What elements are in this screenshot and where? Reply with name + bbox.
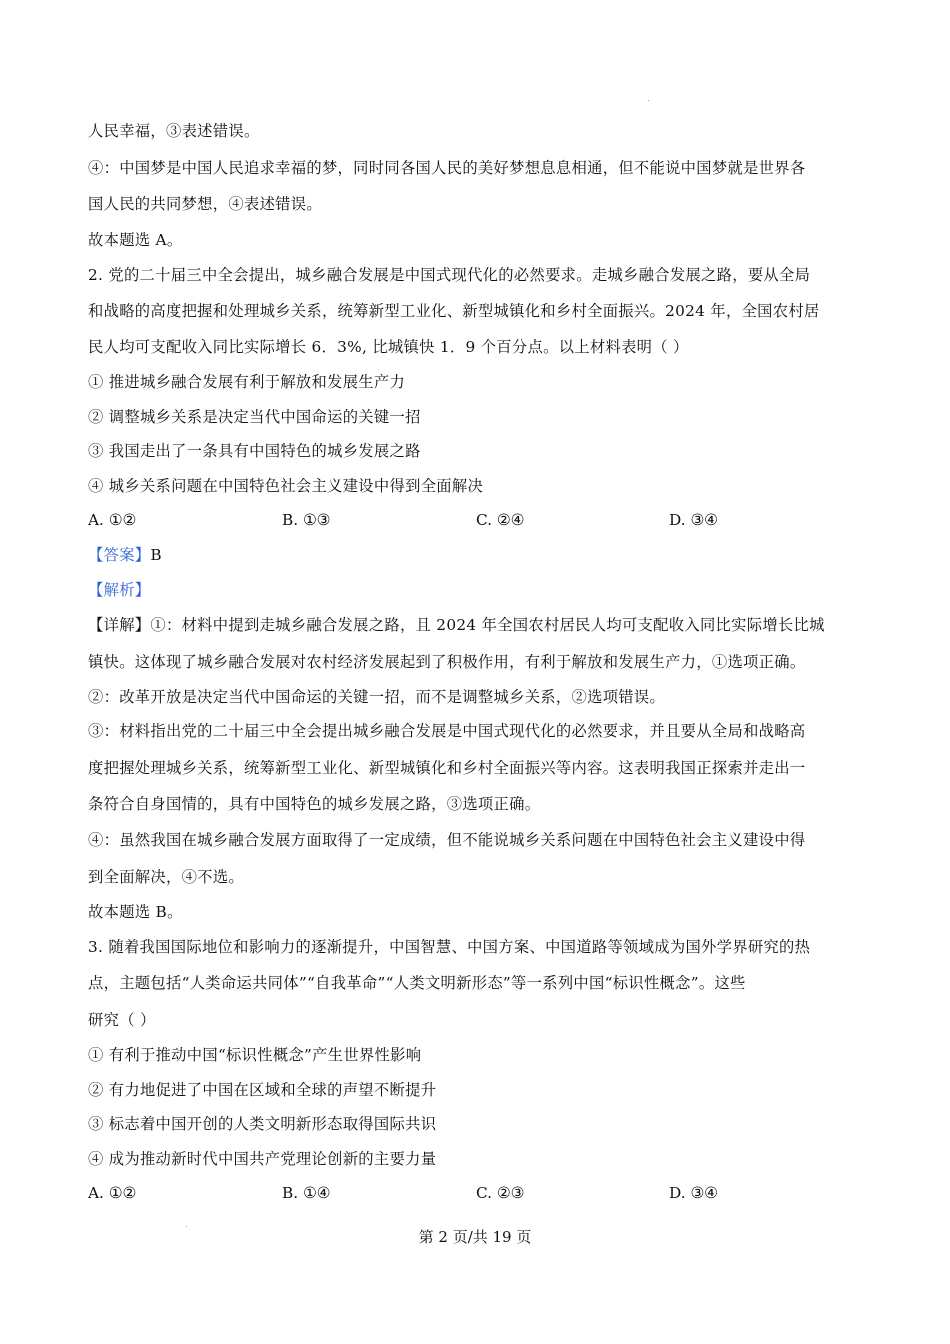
detail-line: ③：材料指出党的二十届三中全会提出城乡融合发展是中国式现代化的必然要求，并且要从全局和战略高 (88, 722, 806, 740)
text-line: ④：中国梦是中国人民追求幸福的梦，同时同各国人民的美好梦想息息相通，但不能说中国梦就是世界各 (88, 159, 806, 177)
q3-statement: ① 有利于推动中国“标识性概念”产生世界性影响 (88, 1046, 422, 1064)
detail-line: 到全面解决，④不选。 (88, 868, 244, 886)
q2-option-a: A. ①② (88, 511, 137, 529)
conclusion-line: 故本题选 A。 (88, 231, 183, 249)
q3-stem-line: 点，主题包括“人类命运共同体”“自我革命”“人类文明新形态”等一系列中国“标识性概念”。这些 (88, 974, 746, 992)
text-line: 人民幸福，③表述错误。 (88, 122, 260, 140)
answer-value: B (150, 546, 162, 564)
detail-line: ②：改革开放是决定当代中国命运的关键一招，而不是调整城乡关系，②选项错误。 (88, 688, 666, 706)
q3-stem-line: 3. 随着我国国际地位和影响力的逐渐提升，中国智慧、中国方案、中国道路等领域成为国外学界研究的热 (88, 938, 811, 956)
detail-text: ①：材料中提到走城乡融合发展之路，且 2024 年全国农村居民人均可支配收入同比实际增长比城 (150, 616, 825, 634)
detail-line (88, 615, 825, 635)
q3-statement: ② 有力地促进了中国在区域和全球的声望不断提升 (88, 1081, 437, 1099)
q3-stem-line: 研究（ ） (88, 1011, 156, 1029)
q2-statement: ④ 城乡关系问题在中国特色社会主义建设中得到全面解决 (88, 477, 484, 495)
scan-speck (648, 100, 649, 101)
text-line: 国人民的共同梦想，④表述错误。 (88, 195, 322, 213)
q2-option-c: C. ②④ (476, 511, 525, 529)
page-footer: 第 2 页/共 19 页 (418, 1228, 532, 1246)
q2-option-d: D. ③④ (669, 511, 718, 529)
detail-label: 【详解】 (88, 616, 151, 634)
detail-line: 镇快。这体现了城乡融合发展对农村经济发展起到了积极作用，有利于解放和发展生产力，①选项正确。 (88, 653, 806, 671)
q2-statement: ① 推进城乡融合发展有利于解放和发展生产力 (88, 373, 406, 391)
detail-line: 度把握处理城乡关系，统筹新型工业化、新型城镇化和乡村全面振兴等内容。这表明我国正探索并走出一 (88, 759, 806, 777)
q3-statement: ④ 成为推动新时代中国共产党理论创新的主要力量 (88, 1150, 437, 1168)
answer-line (88, 545, 162, 565)
q2-stem-line: 2. 党的二十届三中全会提出，城乡融合发展是中国式现代化的必然要求。走城乡融合发展之路，要从全局 (88, 266, 811, 284)
q2-stem-line: 和战略的高度把握和处理城乡关系，统筹新型工业化、新型城镇化和乡村全面振兴。2024 年，全国农村居 (88, 302, 820, 320)
q2-statement: ③ 我国走出了一条具有中国特色的城乡发展之路 (88, 442, 421, 460)
answer-label: 【答案】 (88, 546, 151, 564)
conclusion-line: 故本题选 B。 (88, 903, 183, 921)
q2-statement: ② 调整城乡关系是决定当代中国命运的关键一招 (88, 408, 421, 426)
q2-stem-line: 民人均可支配收入同比实际增长 6．3%, 比城镇快 1．9 个百分点。以上材料表明（ ） (88, 338, 689, 356)
q3-option-a: A. ①② (88, 1184, 137, 1202)
detail-line: 条符合自身国情的，具有中国特色的城乡发展之路，③选项正确。 (88, 795, 541, 813)
detail-line: ④：虽然我国在城乡融合发展方面取得了一定成绩，但不能说城乡关系问题在中国特色社会主义建设中得 (88, 831, 806, 849)
q3-statement: ③ 标志着中国开创的人类文明新形态取得国际共识 (88, 1115, 437, 1133)
q2-option-b: B. ①③ (282, 511, 331, 529)
q3-option-c: C. ②③ (476, 1184, 525, 1202)
analysis-label: 【解析】 (88, 581, 151, 599)
q3-option-b: B. ①④ (282, 1184, 331, 1202)
q3-option-d: D. ③④ (669, 1184, 718, 1202)
analysis-line (88, 580, 150, 600)
